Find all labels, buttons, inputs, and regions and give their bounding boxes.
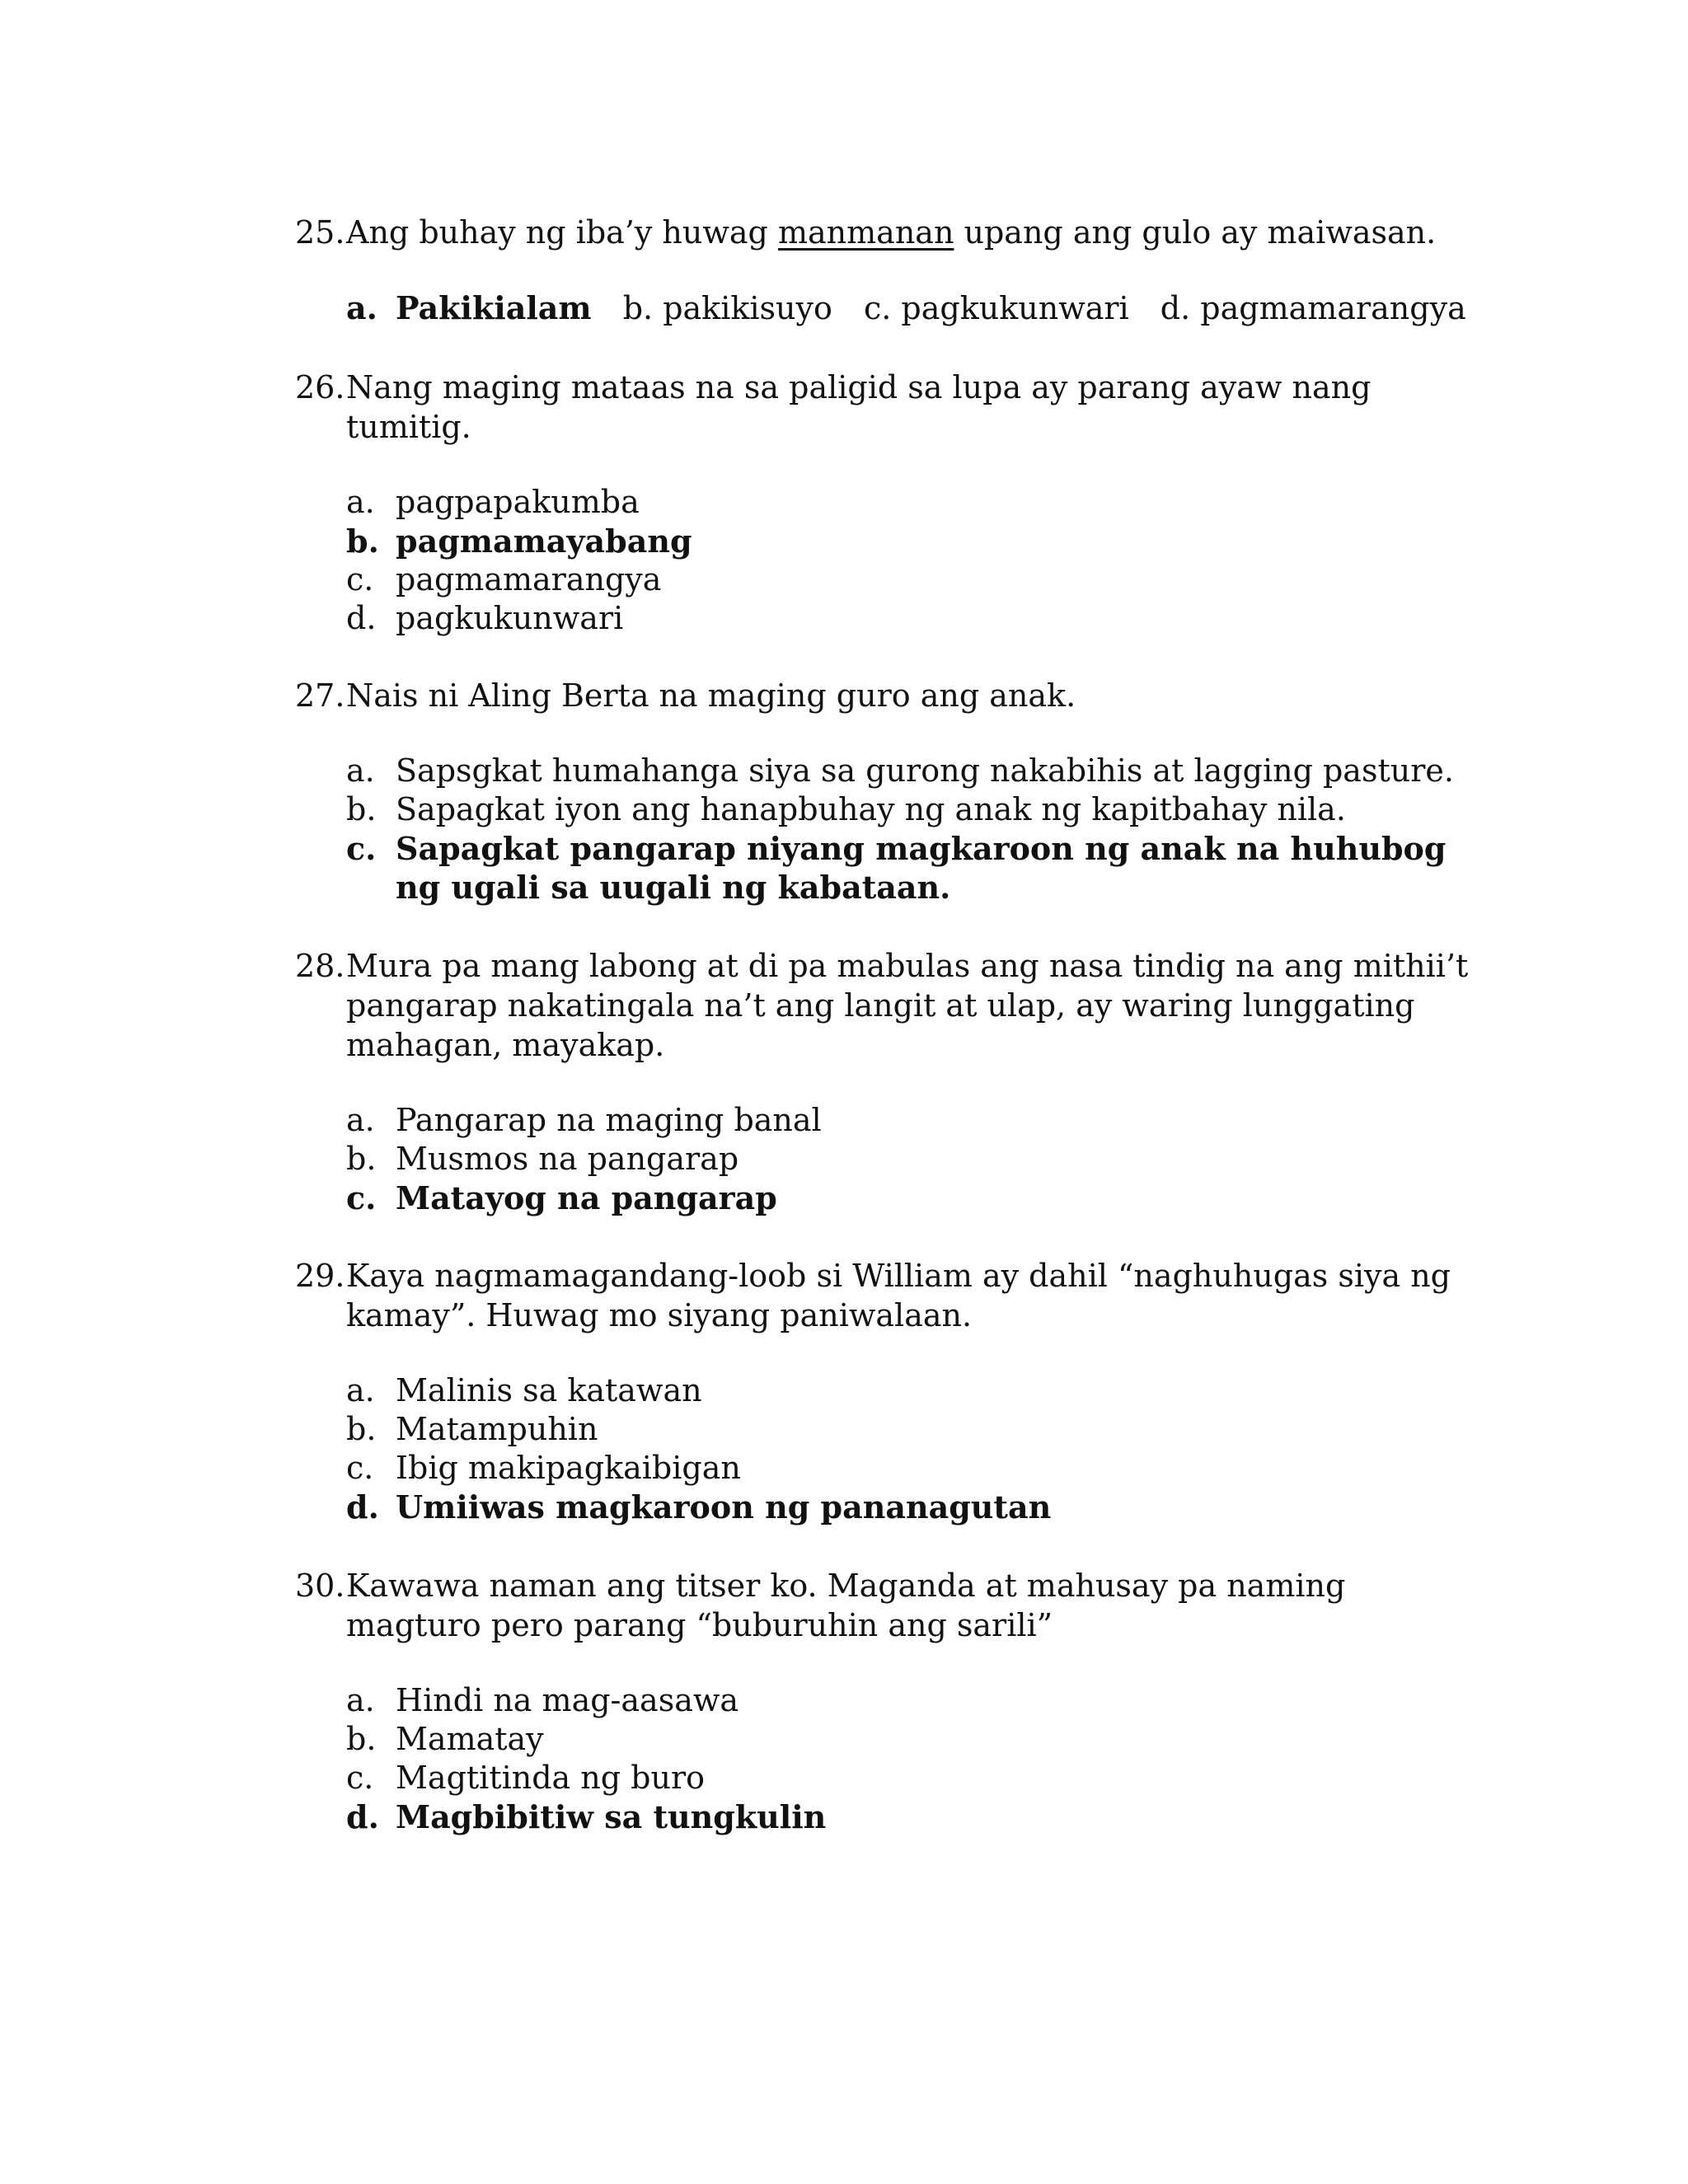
option-letter: c. [863, 290, 892, 326]
question-number: 26. [295, 369, 345, 405]
question-number: 29. [295, 1258, 345, 1294]
option-letter: d. [346, 1488, 379, 1526]
option-c [346, 1759, 1482, 1797]
option-text: pagkukunwari [901, 290, 1129, 326]
option-letter: d. [346, 600, 377, 636]
question-number: 27. [295, 677, 345, 714]
option-a [346, 1681, 1482, 1720]
option-text: Pakikialam [396, 289, 592, 326]
option-text: Mamatay [396, 1721, 544, 1757]
question-number: 28. [295, 948, 345, 984]
question-26 [295, 368, 1482, 638]
option-letter: a. [346, 484, 375, 520]
option-text: pagkukunwari [396, 600, 624, 636]
option-a [346, 289, 592, 326]
option-letter: b. [346, 791, 377, 827]
option-text: Matampuhin [396, 1411, 598, 1447]
option-text: pakikisuyo [663, 290, 832, 326]
option-a [346, 752, 1482, 790]
question-stem [295, 213, 1482, 252]
question-text-part: Ang buhay ng iba’y huwag [346, 214, 778, 251]
options-list [346, 1681, 1482, 1836]
option-text: pagmamarangya [1200, 290, 1466, 326]
option-c [864, 290, 1129, 326]
question-29 [295, 1256, 1482, 1526]
option-letter: b. [346, 1141, 377, 1177]
question-number: 25. [295, 214, 345, 251]
option-text: pagmamayabang [396, 523, 692, 560]
option-b [346, 1140, 1482, 1179]
option-a [346, 483, 1482, 522]
option-letter: a. [346, 289, 377, 326]
option-letter: c. [346, 561, 374, 598]
question-text [346, 213, 1482, 252]
option-letter: a. [346, 1102, 375, 1138]
question-30 [295, 1566, 1482, 1836]
question-28 [295, 946, 1482, 1217]
option-d [346, 1488, 1482, 1526]
underlined-word: manmanan [777, 214, 954, 251]
option-b [623, 290, 832, 326]
option-text: pagpapakumba [396, 484, 640, 520]
question-25 [295, 213, 1482, 328]
option-c [346, 1179, 1482, 1217]
question-text: Kaya nagmamagandang-loob si William ay dahil “naghuhugas siya ng kamay”. Huwag mo siyang paniwalaan. [346, 1258, 1451, 1333]
option-letter: b. [622, 290, 654, 326]
option-a [346, 1371, 1482, 1410]
option-c [346, 1449, 1482, 1488]
option-text: Ibig makipagkaibigan [396, 1450, 741, 1486]
option-text: Umiiwas magkaroon ng pananagutan [396, 1488, 1052, 1526]
options-list [346, 1101, 1482, 1217]
option-text: Matayog na pangarap [396, 1179, 777, 1216]
question-stem [295, 368, 1482, 447]
question-stem [295, 1566, 1482, 1645]
option-text: Malinis sa katawan [396, 1372, 702, 1408]
option-text: Sapsgkat humahanga siya sa gurong nakabihis at lagging pasture. [396, 752, 1454, 789]
options-list [346, 1371, 1482, 1526]
option-letter: b. [346, 523, 379, 560]
question-stem [295, 946, 1482, 1065]
option-text: Hindi na mag-aasawa [396, 1682, 739, 1718]
option-text: Sapagkat iyon ang hanapbuhay ng anak ng kapitbahay nila. [396, 791, 1346, 827]
option-d [346, 1797, 1482, 1836]
option-text: Magbibitiw sa tungkulin [396, 1798, 827, 1835]
question-text: Nang maging mataas na sa paligid sa lupa ay parang ayaw nang tumitig. [346, 369, 1372, 445]
option-b [346, 1410, 1482, 1449]
option-letter: c. [346, 1179, 377, 1216]
option-letter: d. [346, 1798, 379, 1835]
options-list [346, 752, 1482, 907]
option-letter: b. [346, 1721, 377, 1757]
option-b [346, 790, 1482, 829]
option-text: Magtitinda ng buro [396, 1760, 705, 1796]
option-c [346, 829, 1482, 907]
option-letter: a. [346, 1372, 375, 1408]
option-letter: c. [346, 830, 377, 867]
question-stem [295, 1256, 1482, 1335]
option-text: Pangarap na maging banal [396, 1102, 822, 1138]
options-list [346, 483, 1482, 638]
question-text: Nais ni Aling Berta na maging guro ang anak. [346, 677, 1076, 714]
question-text: Mura pa mang labong at di pa mabulas ang nasa tindig na ang mithii’t pangarap nakatingala na’t ang langit at ulap, ay waring lunggating mahagan, mayakap. [346, 948, 1469, 1063]
option-d [346, 599, 1482, 638]
question-text: Kawawa naman ang titser ko. Maganda at mahusay pa naming magturo pero parang “buburuhin ang sarili” [346, 1568, 1346, 1643]
option-text: Musmos na pangarap [396, 1141, 739, 1177]
question-stem [295, 676, 1482, 715]
option-text: Sapagkat pangarap niyang magkaroon ng anak na huhubog ng ugali sa uugali ng kabataan. [396, 830, 1447, 906]
options-inline [346, 288, 1482, 328]
question-text-part: upang ang gulo ay maiwasan. [954, 214, 1437, 251]
option-b [346, 522, 1482, 560]
question-27 [295, 676, 1482, 907]
question-number: 30. [295, 1568, 345, 1604]
option-a [346, 1101, 1482, 1140]
option-d [1160, 290, 1466, 326]
option-text: pagmamarangya [396, 561, 662, 598]
option-b [346, 1720, 1482, 1759]
option-letter: b. [346, 1411, 377, 1447]
option-letter: a. [346, 752, 375, 789]
option-letter: d. [1160, 290, 1191, 326]
option-c [346, 560, 1482, 599]
option-letter: c. [346, 1760, 374, 1796]
option-letter: c. [346, 1450, 374, 1486]
option-letter: a. [346, 1682, 375, 1718]
